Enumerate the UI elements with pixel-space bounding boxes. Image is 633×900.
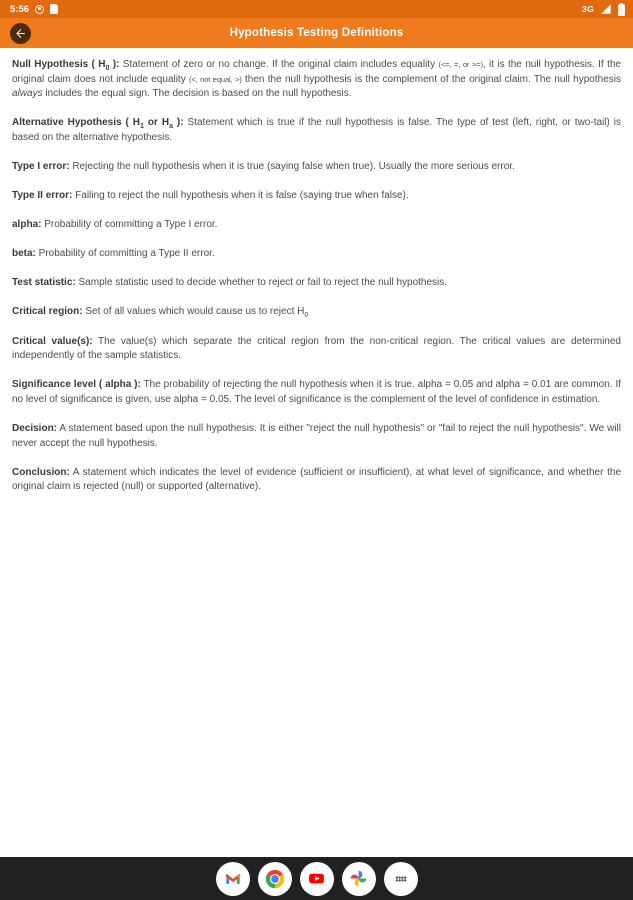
definition-text: The probability of rejecting the null hypothesis when it is true. alpha = 0.05 and alpha = 0.01 are common. If no level of significance is given, use alpha = 0.05. The level of significance is the complement of the level of confidence in estimation. <box>12 379 621 405</box>
definition-term: Decision: <box>12 422 58 434</box>
chrome-icon[interactable] <box>258 862 292 896</box>
definition-term: Conclusion: <box>12 466 70 478</box>
signal-icon <box>600 3 612 15</box>
definition-paragraph <box>12 422 621 451</box>
definition-paragraph <box>12 247 621 262</box>
definition-term: Critical value(s): <box>12 335 93 347</box>
app-bar <box>0 18 633 48</box>
battery-icon <box>618 3 625 16</box>
data-saver-icon <box>35 5 44 14</box>
definition-term: Type I error: <box>12 160 70 172</box>
definition-paragraph <box>12 189 621 204</box>
dock <box>0 857 633 900</box>
definition-text: Set of all values which would cause us to reject $H_0$ <box>82 306 309 320</box>
definition-paragraph <box>12 276 621 291</box>
definition-text: Failing to reject the null hypothesis when it is false (saying true when false). <box>72 190 409 202</box>
definition-term: Null Hypothesis ( $H_0$ ): <box>12 59 120 72</box>
definition-term: Critical region: <box>12 306 83 318</box>
definition-text: The value(s) which separate the critical region from the non-critical region. The critical values are determined independently of the sample statistics. <box>12 335 621 362</box>
definitions-list <box>12 58 621 495</box>
definition-term: Test statistic: <box>12 277 76 289</box>
definition-paragraph <box>12 58 621 102</box>
definition-term: Type II error: <box>12 190 73 202</box>
definition-paragraph <box>12 466 621 495</box>
status-bar <box>0 0 633 18</box>
definition-paragraph <box>12 305 621 320</box>
definition-term: beta: <box>12 248 36 260</box>
definition-text: Probability of committing a Type I error. <box>41 219 218 231</box>
definition-paragraph <box>12 335 621 364</box>
definition-paragraph <box>12 378 621 407</box>
definition-paragraph <box>12 218 621 233</box>
definition-term: Significance level ( alpha ): <box>12 379 141 391</box>
definition-paragraph <box>12 116 621 145</box>
youtube-icon[interactable] <box>300 862 334 896</box>
definition-term: Alternative Hypothesis ( $H_1$ or $H_a$ ): <box>12 117 184 131</box>
back-button[interactable] <box>10 23 31 44</box>
definition-term: alpha: <box>12 219 42 231</box>
definition-text: Sample statistic used to decide whether to reject or fail to reject the null hypothesis. <box>75 277 448 289</box>
network-type-label: 3G <box>582 4 594 14</box>
photos-icon[interactable] <box>342 862 376 896</box>
definition-text: Statement of zero or no change. If the original claim includes equality (<=, =, or >=), it is the null hypothesis. If the original claim does not include equality (<, not equal, >) then the null hypothesis is the complement of the original claim. The null hypothesis always includes the equal sign. The decision is based on the null hypothesis. <box>12 59 621 100</box>
clock-text: 5:56 <box>10 3 30 15</box>
page-title: Hypothesis Testing Definitions <box>229 27 404 39</box>
sd-card-icon <box>50 4 58 14</box>
definition-text: Statement which is true if the null hypothesis is false. The type of test (left, right, or two-tail) is based on the alternative hypothesis. <box>12 117 621 143</box>
definition-paragraph <box>12 160 621 175</box>
definition-text: Probability of committing a Type II error. <box>35 248 215 260</box>
back-arrow-icon <box>14 27 27 40</box>
content-area <box>0 48 633 857</box>
definition-text: A statement which indicates the level of evidence (sufficient or insufficient), at what level of significance, and whether the original claim is rejected (null) or supported (alternative). <box>12 466 621 493</box>
definition-text: Rejecting the null hypothesis when it is true (saying false when true). Usually the more serious error. <box>69 160 515 172</box>
app-drawer-icon[interactable] <box>384 862 418 896</box>
gmail-icon[interactable] <box>216 862 250 896</box>
definition-text: A statement based upon the null hypothesis. It is either "reject the null hypothesis" or "fail to reject the null hypothesis". We will never accept the null hypothesis. <box>12 422 621 449</box>
